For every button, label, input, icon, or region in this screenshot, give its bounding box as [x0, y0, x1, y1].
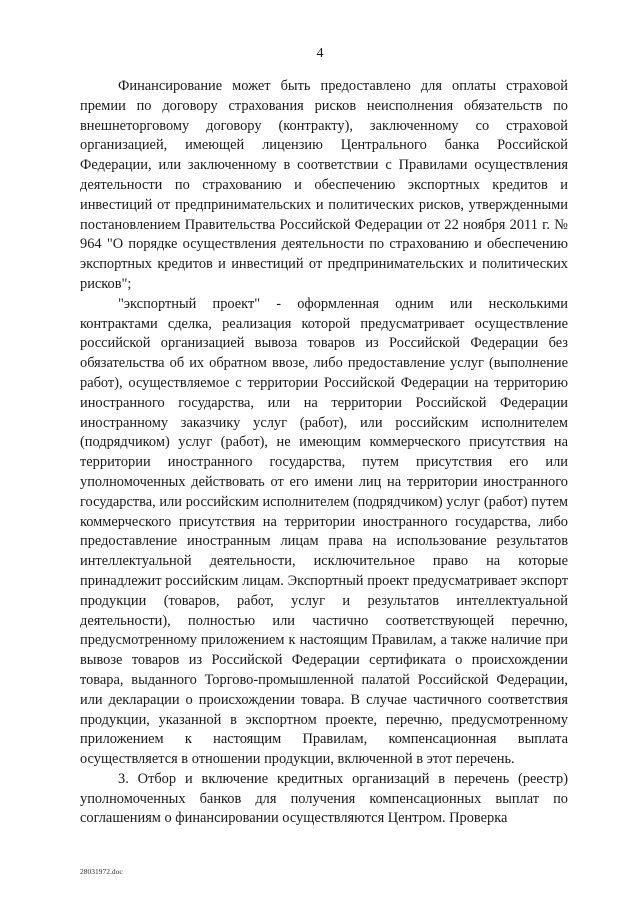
footer-filename: 28031972.doc	[80, 867, 123, 876]
paragraph-export-project: "экспортный проект" - оформленная одним или несколькими контрактами сделка, реализация которой предусматривает осуществление российской организацией вывоза товаров из Российской Федерации без обязательства об их обратном ввозе, либо предоставление услуг (выполнение работ), осуществляемое с территории Российской Федерации на территорию иностранного государства, или на территории Российской Федерации иностранному заказчику услуг (работ), или российским исполнителем (подрядчиком) услуг (работ), не имеющим коммерческого присутствия на территории иностранного государства, путем присутствия его или уполномоченных действовать от его имени лиц на территории иностранного государства, или российским исполнителем (подрядчиком) услуг (работ) путем коммерческого присутствия на территории иностранного государства, либо предоставление иностранным лицам права на использование результатов интеллектуальной деятельности, исключительное право на которые принадлежит российским лицам. Экспортный проект предусматривает экспорт продукции (товаров, работ, услуг и результатов интеллектуальной деятельности), полностью или частично соответствующей перечню, предусмотренному приложением к настоящим Правилам, а также наличие при вывозе товаров из Российской Федерации сертификата о происхождении товара, выданного Торгово-промышленной палатой Российской Федерации, или декларации о происхождении товара. В случае частичного соответствия продукции, указанной в экспортном проекте, перечню, предусмотренному приложением к настоящим Правилам, компенсационная выплата осуществляется в отношении продукции, включенной в этот перечень.	[80, 295, 568, 768]
document-body	[80, 77, 568, 829]
page-number: 4	[316, 46, 324, 61]
paragraph-financing: Финансирование может быть предоставлено для оплаты страховой премии по договору страхования рисков неисполнения обязательств по внешнеторговому договору (контракту), заключенному со страховой организацией, имеющей лицензию Центрального банка Российской Федерации, или заключенному в соответствии с Правилами осуществления деятельности по страхованию и обеспечению экспортных кредитов и инвестиций от предпринимательских и политических рисков, утвержденными постановлением Правительства Российской Федерации от 22 ноября 2011 г. № 964 "О порядке осуществления деятельности по страхованию и обеспечению экспортных кредитов и инвестиций от предпринимательских и политических рисков";	[80, 78, 568, 292]
paragraph-bank-selection: 3. Отбор и включение кредитных организаций в перечень (реестр) уполномоченных банков для получения компенсационных выплат по соглашениям о финансировании осуществляются Центром. Проверка	[80, 770, 568, 827]
